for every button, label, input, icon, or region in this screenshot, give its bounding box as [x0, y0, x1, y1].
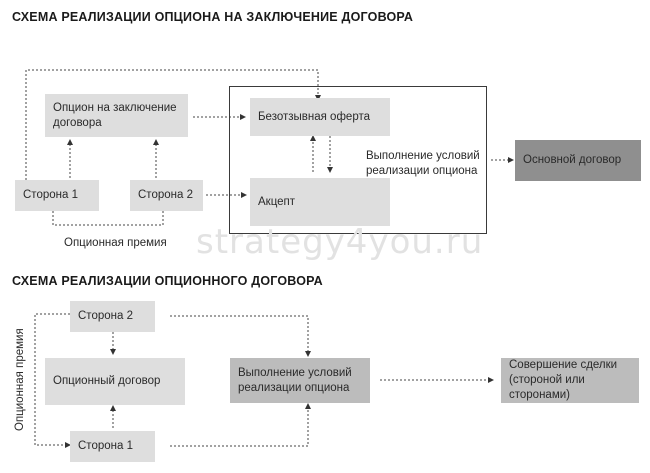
top-party2-label: Сторона 2: [138, 189, 193, 201]
bottom-option-premium-label: Опционная премия: [14, 328, 26, 431]
option-agreement-box: [45, 94, 188, 137]
bottom-party2-box: [70, 301, 155, 332]
main-contract-label: Основной договор: [523, 154, 622, 166]
top-party1-label: Сторона 1: [23, 189, 78, 201]
acceptance-label: Акцепт: [258, 195, 296, 208]
bottom-party2-label: Сторона 2: [78, 310, 133, 322]
acceptance-box: [250, 178, 390, 226]
option-agreement-label: Опцион на заключение договора: [53, 101, 177, 129]
bottom-party1-label: Сторона 1: [78, 440, 133, 452]
top-party2-box: [130, 180, 203, 211]
watermark: strategy4you.ru: [196, 222, 484, 262]
main-contract-box: [515, 140, 641, 181]
top-option-premium-label: Опционная премия: [64, 237, 167, 249]
deal-completion-label: Совершение сделки (стороной или сторонами): [509, 359, 618, 401]
bottom-conditions-box: [230, 358, 370, 403]
top-diagram-title: СХЕМА РЕАЛИЗАЦИИ ОПЦИОНА НА ЗАКЛЮЧЕНИЕ ДОГОВОРА: [12, 10, 414, 24]
option-contract-box: [45, 358, 185, 405]
deal-completion-box: [501, 358, 639, 403]
option-contract-label: Опционный договор: [53, 375, 161, 387]
irrevocable-offer-label: Безотзывная оферта: [258, 110, 370, 123]
bottom-party1-box: [70, 431, 155, 462]
irrevocable-offer-box: [250, 98, 390, 136]
top-party1-box: [15, 180, 99, 211]
bottom-diagram-title: СХЕМА РЕАЛИЗАЦИИ ОПЦИОННОГО ДОГОВОРА: [12, 274, 323, 288]
top-conditions-label: Выполнение условий реализации опциона: [366, 150, 480, 177]
bottom-conditions-label: Выполнение условий реализации опциона: [238, 366, 352, 394]
